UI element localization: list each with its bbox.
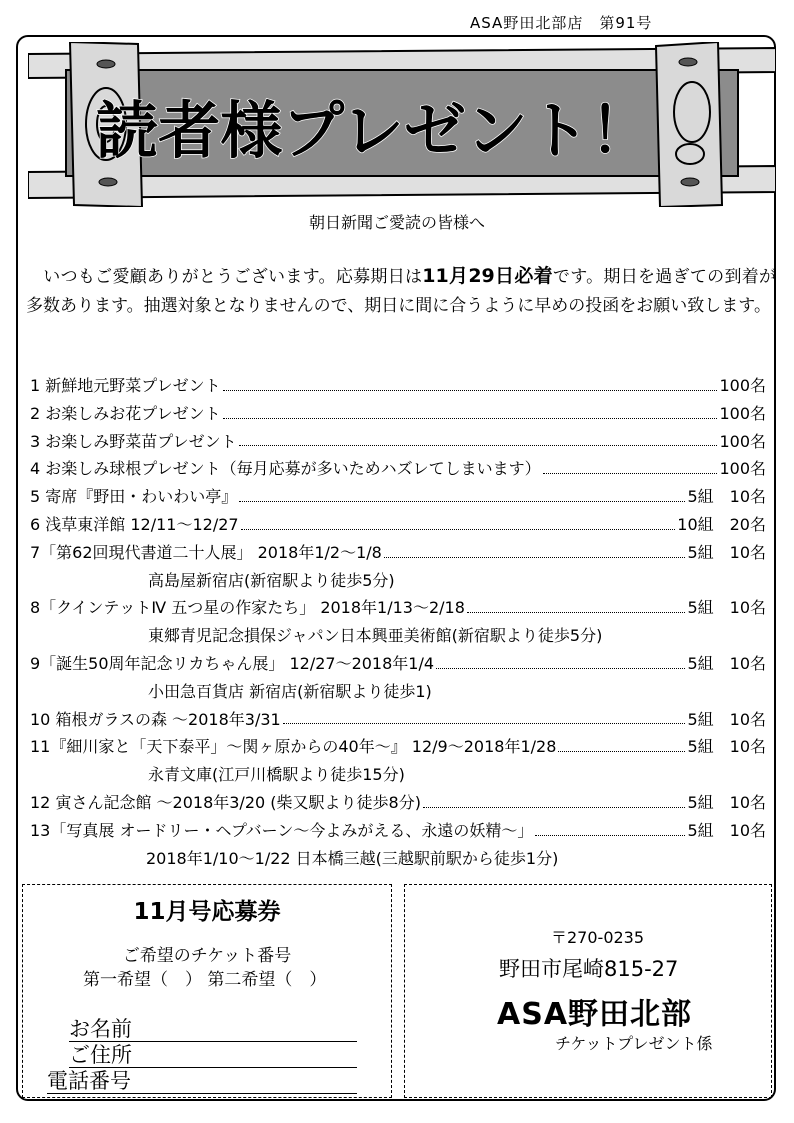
leader-dots	[239, 445, 718, 446]
leader-dots	[384, 557, 686, 558]
prize-quantity: 100名	[719, 459, 766, 479]
prize-row	[30, 539, 766, 567]
leader-dots	[239, 501, 685, 502]
prize-row	[30, 511, 766, 539]
leader-dots	[436, 668, 685, 669]
prize-quantity: 5組 10名	[687, 792, 766, 812]
prize-row	[30, 455, 766, 483]
prize-label: 5 寄席『野田・わいわい亭』	[30, 487, 238, 507]
prize-row	[30, 817, 766, 845]
issue-header: ASA野田北部店 第91号	[470, 14, 653, 32]
prize-label: 10 箱根ガラスの森 ～2018年3/31	[30, 709, 281, 729]
prize-label: 9「誕生50周年記念リカちゃん展」 12/27～2018年1/4	[30, 653, 435, 673]
intro-pre: いつもご愛顧ありがとうございます。応募期日は	[43, 267, 423, 287]
prize-label: 2 お楽しみお花プレゼント	[30, 403, 221, 423]
leader-dots	[241, 529, 676, 530]
prize-label: 3 お楽しみ野菜苗プレゼント	[30, 431, 237, 451]
prize-label: 7「第62回現代書道二十人展」 2018年1/2～1/8	[30, 542, 382, 562]
prize-venue: 高島屋新宿店(新宿駅より徒歩5分)	[148, 570, 395, 590]
prize-label: 12 寅さん記念館 ～2018年3/20 (柴又駅より徒歩8分)	[30, 792, 421, 812]
intro-paragraph	[26, 262, 776, 321]
leader-dots	[558, 751, 685, 752]
prize-row	[30, 372, 766, 400]
prize-label: 8「クインテットⅣ 五つ星の作家たち」 2018年1/13～2/18	[30, 598, 465, 618]
organization: ASA野田北部	[497, 997, 693, 1032]
leader-dots	[543, 473, 718, 474]
address: 野田市尾崎815-27	[499, 957, 679, 981]
prize-quantity: 100名	[719, 431, 766, 451]
prize-row	[30, 400, 766, 428]
leader-dots	[223, 418, 718, 419]
phone-label: 電話番号	[47, 1069, 131, 1093]
phone-line[interactable]	[47, 1093, 357, 1094]
coupon-title: 11月号応募券	[133, 899, 281, 925]
coupon-box	[22, 884, 392, 1098]
prize-row	[30, 789, 766, 817]
leader-dots	[423, 807, 686, 808]
prize-quantity: 5組 10名	[687, 542, 766, 562]
prize-label: 1 新鮮地元野菜プレゼント	[30, 376, 221, 395]
recipient-box	[404, 884, 772, 1098]
prize-quantity: 5組 10名	[687, 737, 766, 757]
prize-row	[30, 483, 766, 511]
name-label: お名前	[69, 1017, 132, 1041]
leader-dots	[283, 723, 686, 724]
banner-title: 読者様プレゼント！	[96, 94, 652, 167]
zip-code: 〒270-0235	[551, 928, 645, 947]
title-banner	[28, 42, 776, 207]
prize-quantity: 100名	[719, 376, 766, 395]
prize-quantity: 10組 20名	[677, 514, 766, 534]
prize-quantity: 100名	[719, 403, 766, 423]
prize-venue: 2018年1/10～1/22 日本橋三越(三越駅前駅から徒歩1分)	[146, 848, 559, 868]
prize-row	[30, 428, 766, 456]
prize-venue: 東郷青児記念損保ジャパン日本興亜美術館(新宿駅より徒歩5分)	[148, 626, 603, 646]
deadline-date: 11月29日必着	[422, 265, 553, 287]
leader-dots	[223, 390, 718, 391]
prize-label: 6 浅草東洋館 12/11～12/27	[30, 514, 239, 534]
ticket-number-label: ご希望のチケット番号	[122, 946, 292, 966]
department: チケットプレゼント係	[555, 1034, 713, 1053]
prize-quantity: 5組 10名	[687, 487, 766, 507]
prize-quantity: 5組 10名	[687, 653, 766, 673]
greeting: 朝日新聞ご愛読の皆様へ	[308, 213, 485, 232]
prize-venue: 永青文庫(江戸川橋駅より徒歩15分)	[148, 765, 405, 785]
prize-label: 11『細川家と「天下泰平」～関ヶ原からの40年～』 12/9～2018年1/28	[30, 737, 557, 757]
prize-venue: 小田急百貨店 新宿店(新宿駅より徒歩1)	[148, 681, 432, 701]
prize-list	[30, 372, 766, 872]
prize-label: 13「写真展 オードリー・ヘプバーン～今よみがえる、永遠の妖精～」	[30, 820, 534, 840]
leader-dots	[467, 612, 686, 613]
prize-quantity: 5組 10名	[687, 709, 766, 729]
prize-quantity: 5組 10名	[687, 820, 766, 840]
hope-fields[interactable]: 第一希望（ ） 第二希望（ ）	[83, 970, 327, 990]
address-label: ご住所	[69, 1043, 132, 1067]
prize-label: 4 お楽しみ球根プレゼント（毎月応募が多いためハズレてしまいます）	[30, 459, 541, 479]
prize-row	[30, 706, 766, 734]
intro-post: です。期日を過ぎての到着が多数あります。抽選対象となりませんので、期日に間に合うように早めの投函をお願い致します。	[26, 267, 777, 316]
leader-dots	[535, 835, 685, 836]
prize-row	[30, 650, 766, 678]
prize-quantity: 5組 10名	[687, 598, 766, 618]
prize-row	[30, 733, 766, 761]
prize-row	[30, 594, 766, 622]
